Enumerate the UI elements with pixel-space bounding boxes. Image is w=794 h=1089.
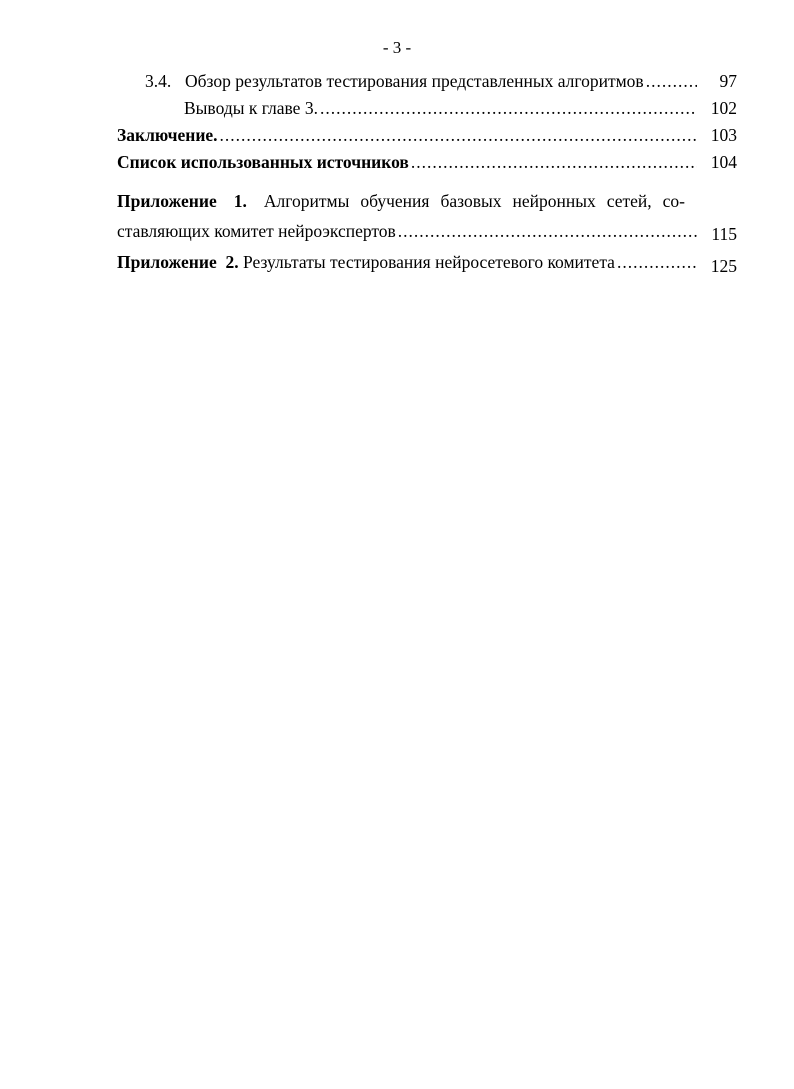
toc-entry-title	[117, 247, 615, 277]
toc-entry-section-3-4	[117, 68, 737, 95]
toc-entry-title: Выводы к главе 3.	[184, 98, 318, 118]
toc-leader-dots	[646, 68, 697, 95]
toc-entry-references	[117, 149, 737, 176]
toc-entry-page: 97	[719, 71, 737, 91]
toc-entry-appendix-1-line-2	[117, 216, 737, 247]
toc-entry-page: 115	[711, 224, 737, 244]
toc-entry-number: 3.4.	[145, 71, 172, 91]
toc-leader-dots	[411, 149, 697, 176]
appendix-label: Приложение	[117, 191, 217, 211]
toc-entry-title: Список использованных источников	[117, 152, 409, 172]
toc-leader-dots	[220, 122, 697, 149]
page-number: - 3 -	[382, 38, 412, 57]
appendix-label: Приложение	[117, 252, 217, 272]
appendix-number: 2.	[225, 252, 239, 272]
toc-entry-appendix-1-line-1	[117, 186, 737, 216]
toc-entry-title	[145, 68, 644, 95]
toc-entry-appendix-2	[117, 247, 737, 277]
appendix-title-line-2: ставляющих комитет нейроэкспертов	[117, 221, 396, 241]
toc-entry-title: Заключение.	[117, 125, 218, 145]
toc-entry-page: 104	[710, 152, 737, 172]
toc-entry-page: 102	[710, 98, 737, 118]
toc-spacer	[117, 176, 737, 186]
toc-leader-dots	[398, 216, 697, 247]
toc-entry-conclusion	[117, 122, 737, 149]
toc-entry-text: Обзор результатов тестирования представленных алгоритмов	[185, 71, 644, 91]
toc-entry-page: 125	[710, 256, 737, 276]
toc-entry-page: 103	[710, 125, 737, 145]
appendix-title: Результаты тестирования нейросетевого комитета	[242, 252, 615, 272]
table-of-contents	[117, 68, 737, 277]
appendix-number: 1.	[233, 191, 247, 211]
toc-leader-dots	[320, 95, 697, 122]
appendix-title-line-1: Алгоритмы обучения базовых нейронных сетей, со-	[263, 191, 685, 211]
toc-entry-conclusions-chapter-3	[117, 95, 737, 122]
toc-leader-dots	[617, 247, 697, 277]
